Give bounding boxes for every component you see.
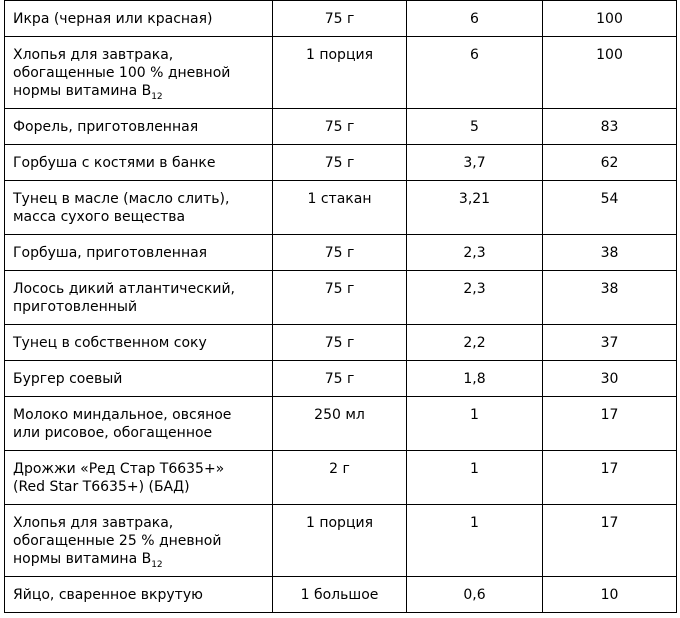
food-name-line: нормы витамина B	[13, 83, 152, 99]
mcg-cell: 1	[407, 451, 543, 505]
food-name-line: Тунец в масле (масло слить),	[13, 191, 230, 207]
portion-cell: 1 стакан	[273, 181, 407, 235]
percent-cell: 37	[543, 325, 677, 361]
vitamin-b12-sources-table	[4, 0, 677, 613]
food-name-line: Тунец в собственном соку	[13, 335, 207, 351]
percent-cell: 100	[543, 1, 677, 37]
food-name-line: Яйцо, сваренное вкрутую	[13, 587, 203, 603]
food-name-line: масса сухого вещества	[13, 209, 186, 225]
table-row	[5, 235, 677, 271]
table-row	[5, 37, 677, 109]
food-name-cell	[5, 505, 273, 577]
mcg-cell: 3,7	[407, 145, 543, 181]
food-name-cell	[5, 271, 273, 325]
portion-cell: 75 г	[273, 235, 407, 271]
mcg-cell: 5	[407, 109, 543, 145]
food-name-line: Горбуша с костями в банке	[13, 155, 216, 171]
table-row	[5, 505, 677, 577]
food-name-line: или рисовое, обогащенное	[13, 425, 213, 441]
food-name-cell	[5, 181, 273, 235]
portion-cell: 75 г	[273, 109, 407, 145]
food-name-line: обогащенные 25 % дневной	[13, 533, 222, 549]
portion-cell: 250 мл	[273, 397, 407, 451]
table-row	[5, 451, 677, 505]
portion-cell: 1 порция	[273, 37, 407, 109]
portion-cell: 75 г	[273, 1, 407, 37]
food-name-cell	[5, 577, 273, 613]
food-name-cell	[5, 109, 273, 145]
vitamin-subscript: 12	[151, 560, 163, 570]
table-row	[5, 577, 677, 613]
mcg-cell: 0,6	[407, 577, 543, 613]
percent-cell: 17	[543, 505, 677, 577]
percent-cell: 62	[543, 145, 677, 181]
mcg-cell: 1,8	[407, 361, 543, 397]
mcg-cell: 2,2	[407, 325, 543, 361]
food-name-cell	[5, 361, 273, 397]
portion-cell: 75 г	[273, 145, 407, 181]
percent-cell: 38	[543, 235, 677, 271]
food-name-cell	[5, 1, 273, 37]
food-name-line: нормы витамина B	[13, 551, 152, 567]
portion-cell: 75 г	[273, 325, 407, 361]
food-name-line: (Red Star T6635+) (БАД)	[13, 479, 190, 495]
food-name-cell	[5, 37, 273, 109]
percent-cell: 54	[543, 181, 677, 235]
table-row	[5, 109, 677, 145]
food-name-line: приготовленный	[13, 299, 138, 315]
portion-cell: 1 порция	[273, 505, 407, 577]
portion-cell: 2 г	[273, 451, 407, 505]
mcg-cell: 2,3	[407, 271, 543, 325]
table-row	[5, 397, 677, 451]
percent-cell: 17	[543, 451, 677, 505]
portion-cell: 75 г	[273, 271, 407, 325]
food-name-line: Дрожжи «Ред Стар Т6635+»	[13, 461, 225, 477]
food-name-line: Хлопья для завтрака,	[13, 515, 174, 531]
food-name-cell	[5, 145, 273, 181]
vitamin-subscript: 12	[151, 92, 163, 102]
mcg-cell: 6	[407, 1, 543, 37]
food-name-cell	[5, 325, 273, 361]
table-row	[5, 1, 677, 37]
percent-cell: 100	[543, 37, 677, 109]
mcg-cell: 1	[407, 505, 543, 577]
table-row	[5, 181, 677, 235]
table-row	[5, 361, 677, 397]
table-row	[5, 325, 677, 361]
food-name-line: Форель, приготовленная	[13, 119, 199, 135]
food-name-line: Молоко миндальное, овсяное	[13, 407, 232, 423]
food-name-line: Хлопья для завтрака,	[13, 47, 174, 63]
food-name-line: Лосось дикий атлантический,	[13, 281, 235, 297]
food-name-line: обогащенные 100 % дневной	[13, 65, 231, 81]
food-name-line: Икра (черная или красная)	[13, 11, 213, 27]
percent-cell: 83	[543, 109, 677, 145]
food-name-line: Бургер соевый	[13, 371, 123, 387]
percent-cell: 30	[543, 361, 677, 397]
table-row	[5, 271, 677, 325]
table-row	[5, 145, 677, 181]
food-name-line: Горбуша, приготовленная	[13, 245, 208, 261]
mcg-cell: 2,3	[407, 235, 543, 271]
food-name-cell	[5, 235, 273, 271]
portion-cell: 1 большое	[273, 577, 407, 613]
mcg-cell: 6	[407, 37, 543, 109]
percent-cell: 10	[543, 577, 677, 613]
percent-cell: 38	[543, 271, 677, 325]
portion-cell: 75 г	[273, 361, 407, 397]
food-name-cell	[5, 397, 273, 451]
table-body	[5, 1, 677, 613]
food-name-cell	[5, 451, 273, 505]
percent-cell: 17	[543, 397, 677, 451]
mcg-cell: 1	[407, 397, 543, 451]
mcg-cell: 3,21	[407, 181, 543, 235]
